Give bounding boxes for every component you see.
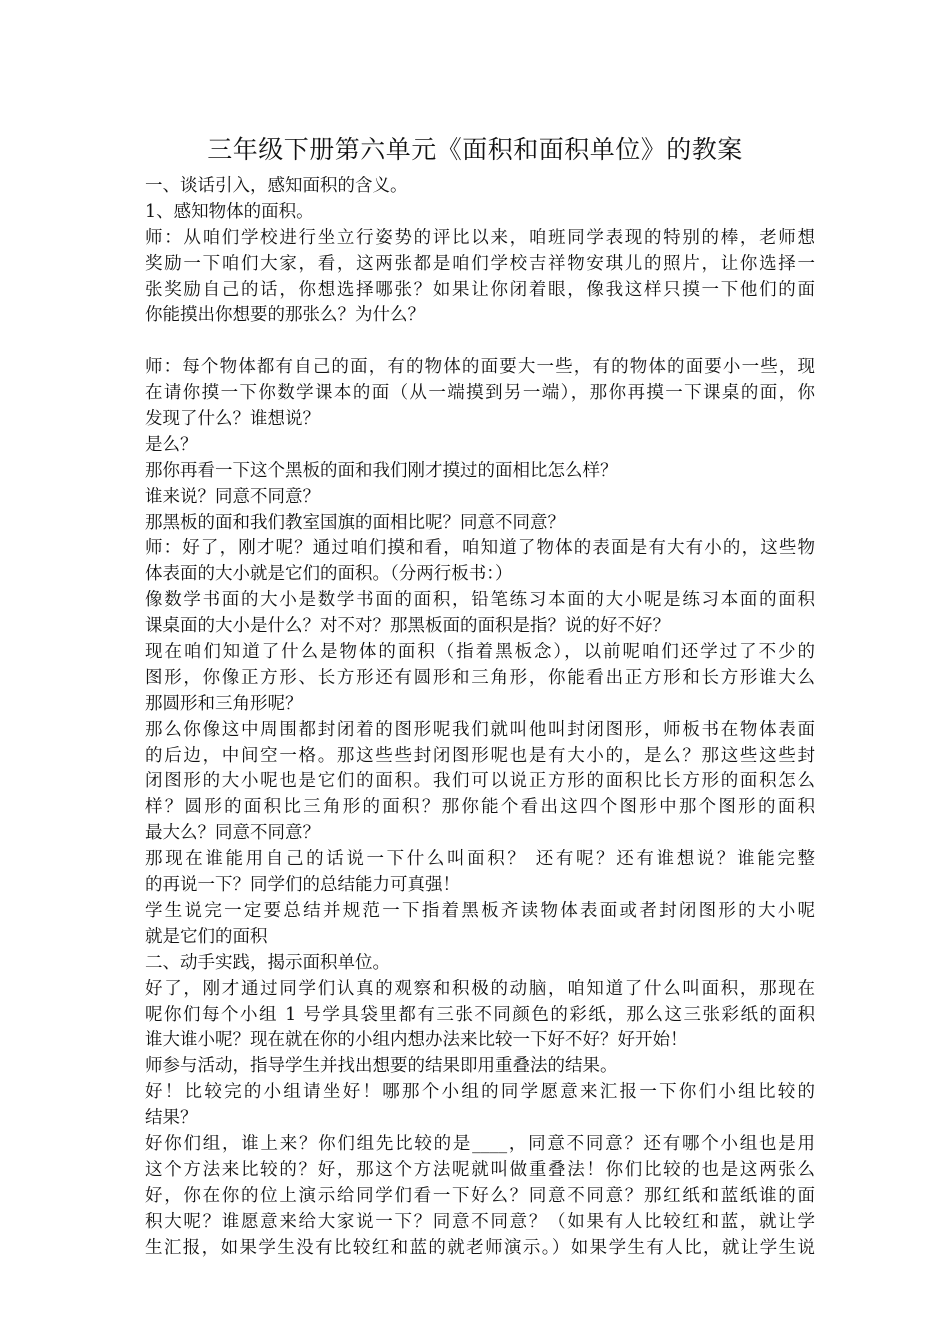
paragraph-line: 师：好了，刚才呢？通过咱们摸和看，咱知道了物体的表面是有大有小的，这些物 [145, 538, 815, 559]
paragraph-line: 一、谈话引入，感知面积的含义。 [145, 176, 408, 196]
paragraph-line: 体表面的大小就是它们的面积。（分两行板书：） [145, 564, 513, 585]
paragraph-line: 那圆形和三角形呢？ [145, 693, 303, 714]
paragraph-line: 样？圆形的面积比三角形的面积？那你能个看出这四个图形中那个图形的面积 [145, 797, 815, 818]
paragraph-line: 课桌面的大小是什么？对不对？那黑板面的面积是指？说的好不好？ [145, 616, 670, 637]
paragraph-line: 那你再看一下这个黑板的面和我们刚才摸过的面相比怎么样？ [145, 460, 618, 481]
paragraph-line: 那么你像这中周围都封闭着的图形呢我们就叫他叫封闭图形，师板书在物体表面 [145, 719, 815, 740]
paragraph-line: 张奖励自己的话，你想选择哪张？如果让你闭着眼，像我这样只摸一下他们的面 [145, 279, 815, 300]
document-body [145, 174, 815, 1261]
document-title: 三年级下册第六单元《面积和面积单位》的教案 [207, 135, 743, 164]
paragraph-line: 好，你在你的位上演示给同学们看一下好么？同意不同意？那红纸和蓝纸谁的面 [145, 1185, 815, 1206]
paragraph-line: 好你们组，谁上来？你们组先比较的是____，同意不同意？还有哪个小组也是用 [145, 1133, 815, 1154]
paragraph-line: 师参与活动，指导学生并找出想要的结果即用重叠法的结果。 [145, 1056, 618, 1077]
paragraph-line: 的后边，中间空一格。那这些些封闭图形呢也是有大小的，是么？那这些这些封 [145, 745, 815, 766]
paragraph-line: 是么？ [145, 434, 198, 455]
paragraph-line: 最大么？同意不同意？ [145, 823, 320, 844]
paragraph-line: 这个方法来比较的？好，那这个方法呢就叫做重叠法！你们比较的也是这两张么 [145, 1159, 815, 1180]
paragraph-line: 现在咱们知道了什么是物体的面积（指着黑板念），以前呢咱们还学过了不少的 [145, 642, 815, 663]
paragraph-line: 像数学书面的大小是数学书面的面积，铅笔练习本面的大小呢是练习本面的面积 [145, 590, 815, 611]
paragraph-line: 奖励一下咱们大家，看，这两张都是咱们学校吉祥物安琪儿的照片，让你选择一 [145, 253, 815, 274]
paragraph-line: 好了，刚才通过同学们认真的观察和积极的动脑，咱知道了什么叫面积，那现在 [145, 978, 815, 999]
paragraph-line: 好！比较完的小组请坐好！哪那个小组的同学愿意来汇报一下你们小组比较的 [145, 1082, 815, 1103]
paragraph-line: 谁大谁小呢？现在就在你的小组内想办法来比较一下好不好？好开始！ [145, 1030, 688, 1051]
paragraph-line: 积大呢？谁愿意来给大家说一下？同意不同意？（如果有人比较红和蓝，就让学 [145, 1211, 815, 1232]
paragraph-line: 学生说完一定要总结并规范一下指着黑板齐读物体表面或者封闭图形的大小呢 [145, 900, 815, 921]
paragraph-line: 谁来说？同意不同意？ [145, 486, 320, 507]
paragraph-line: 那现在谁能用自己的话说一下什么叫面积？ 还有呢？还有谁想说？谁能完整 [145, 849, 815, 870]
paragraph-line: 师：每个物体都有自己的面，有的物体的面要大一些，有的物体的面要小一些，现 [145, 357, 815, 378]
paragraph-line: 图形，你像正方形、长方形还有圆形和三角形，你能看出正方形和长方形谁大么 [145, 667, 815, 688]
paragraph-line: 呢你们每个小组 1 号学具袋里都有三张不同颜色的彩纸，那么这三张彩纸的面积 [145, 1004, 815, 1025]
paragraph-line: 1、感知物体的面积。 [145, 201, 314, 222]
paragraph-line: 发现了什么？谁想说？ [145, 409, 320, 430]
paragraph-line: 二、动手实践，揭示面积单位。 [145, 952, 390, 973]
paragraph-line: 在请你摸一下你数学课本的面（从一端摸到另一端），那你再摸一下课桌的面，你 [145, 383, 815, 404]
paragraph-line: 你能摸出你想要的那张么？为什么？ [145, 305, 425, 326]
paragraph-line: 生汇报，如果学生没有比较红和蓝的就老师演示。）如果学生有人比，就让学生说 [145, 1237, 815, 1258]
paragraph-line: 的再说一下？同学们的总结能力可真强！ [145, 875, 460, 896]
paragraph-line: 闭图形的大小呢也是它们的面积。我们可以说正方形的面积比长方形的面积怎么 [145, 771, 815, 792]
paragraph-line: 就是它们的面积 [145, 926, 268, 947]
paragraph-line: 师：从咱们学校进行坐立行姿势的评比以来，咱班同学表现的特别的棒，老师想 [145, 227, 815, 248]
blank-line [145, 329, 815, 355]
paragraph-line: 那黑板的面和我们教室国旗的面相比呢？同意不同意？ [145, 512, 565, 533]
paragraph-line: 结果？ [145, 1108, 198, 1129]
